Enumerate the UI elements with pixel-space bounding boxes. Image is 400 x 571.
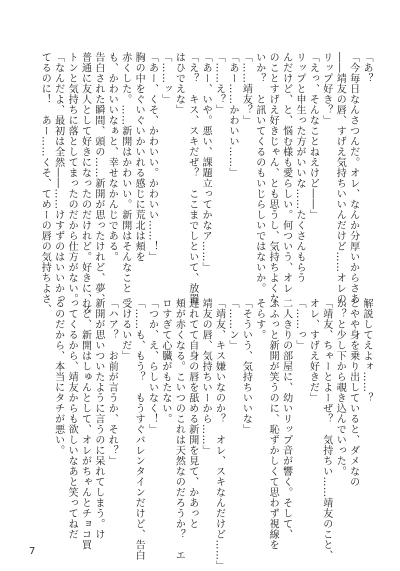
page-number: 7 xyxy=(29,546,36,557)
text-block-lower: 解説してえよォ……？ とやや身を乗り出していると、ダメなの か？と少し下から覗き込んでいった。 「靖友、ちゃーとよーぜ？ 気持ちい……靖友のこと、 オレ、すげえ好きだ」 「……っ」 二人きりの部屋に、幼いリップ音が響く。そして、 ふふっと新開が笑うのに、恥ずかしくて思わず視線を そらす。 「そういう、気持ちいいな」 「……ン」 「靖友、キス嫌いなのか？ オレ、スキなんだけど……」 靖友の唇、気持ちいーから……」 遅れてて自身の唇を舐める新開を見て、かあっと 頬が赤くなる。こいつのこれは天然なのだろうか？ エ ロすぎて心臓がもたない。 「つか、え、らしいなく！」 「……も、もう？ もうすぐバレンタインだけど、告白 受けるいだ」 「ハア？ お前が言うか、それ？」 新開が思いついたように言うのに呆れてしまう。け れど、新開はしゅんとして、オレがちゃんとチョコ買 ってくるから、靖友からも欲しいなあと笑ってねだ るのだから、本当にタチが悪い。 xyxy=(52,298,372,571)
text-block-upper: 「あ？ 「今毎日なんさつんだ。オレ、なんか分厚いからさあ ――靖友の唇、すげえ気持ちいいんだけど……オレの、 リップ好き？」 「えっ、そんなことねえけど――」 リップと申生った方がいいな……たくさんもらう んだけど、と、悩む様も愛らしい。何ついう、オレ のことすげえ好きじゃん、とも思うし、気持ちよくな いか？ と訊いてくるのもいじらしいではないか。 「……靖友？」 「あー……かわいい……」 「……え？」 「あー、いや。悪い、課題立ってかなア……」 「え？ キス、スキだぜ？ ここまでしといて、放置 はひでえな」 「……ッ」 「あー、くそ、かわいい。かわいい……！」 胸の中をぐいぐいかいれる感じに荒北は頬を 赤くした。……新開はかわいい。新開はそんなこと も、かわいいなぁと、幸せなかんじである。 告白された瞬間、頭の……新開が思ったけれど、夢、 普通に友人として好きになったのだけれど。好きに、ス トンと気持ちに落としてまったのだから仕方がない。 「なんだよ、最初は全然――……けすずのはいいかっ てるのに！ あー……くそ、てめーの唇の気持ちよさ、 xyxy=(39,52,372,315)
